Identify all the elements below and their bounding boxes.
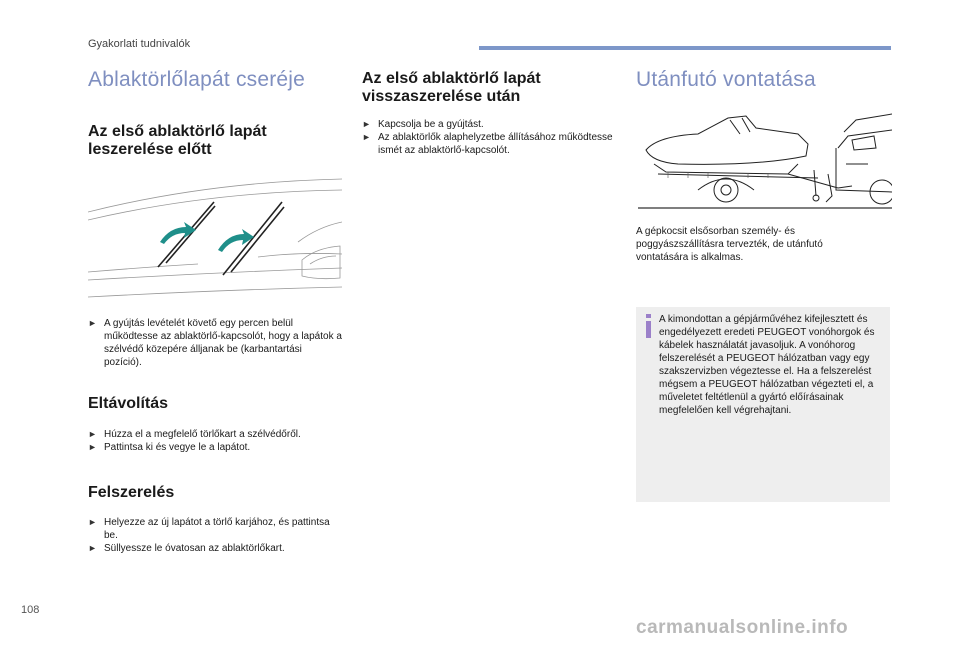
arrow-bullet-icon: ► xyxy=(362,132,371,142)
install-steps xyxy=(88,516,342,555)
arrow-bullet-icon: ► xyxy=(88,318,97,328)
towing-intro: A gépkocsit elsősorban személy- és poggyászszállításra tervezték, de utánfutó vontatására is alkalmas. xyxy=(636,226,823,263)
subtitle-after-install: Az első ablaktörlő lapát visszaszerelése után xyxy=(362,70,541,105)
before-steps xyxy=(88,317,342,369)
section-title-wiper: Ablaktörlőlapát cseréje xyxy=(88,68,306,91)
info-icon xyxy=(645,314,652,338)
step-text: Húzza el a megfelelő törlőkart a szélvédőről. xyxy=(104,429,301,440)
subtitle-before-removal: Az első ablaktörlő lapát leszerelése előtt xyxy=(88,123,267,158)
arrow-bullet-icon: ► xyxy=(88,543,97,553)
subtitle-install: Felszerelés xyxy=(88,484,175,501)
removal-steps xyxy=(88,428,342,454)
subtitle-removal: Eltávolítás xyxy=(88,395,169,412)
chapter-header: Gyakorlati tudnivalók xyxy=(88,38,191,50)
step-text: Az ablaktörlők alaphelyzetbe állításához működtesse ismét az ablaktörlő-kapcsolót. xyxy=(378,132,613,156)
bullet-item xyxy=(88,317,342,369)
section-title-towing: Utánfutó vontatása xyxy=(636,68,816,91)
bullet-item xyxy=(362,118,616,131)
arrow-bullet-icon: ► xyxy=(362,119,371,129)
arrow-bullet-icon: ► xyxy=(88,517,97,527)
page-number: 108 xyxy=(21,604,40,616)
bullet-item xyxy=(88,542,342,555)
step-text: Helyezze az új lapátot a törlő karjához, és pattintsa be. xyxy=(104,517,330,541)
step-text: Pattintsa ki és vegye le a lapátot. xyxy=(104,442,251,453)
info-text: A kimondottan a gépjárművéhez kifejlesztett és engedélyezett eredeti PEUGEOT vonóhorgok és kábelek használatát javasoljuk. A vonóhorog felszerelését a PEUGEOT hálózatban vagy egy szakszervizben végeztesse el. Ha a felszerelést mégsem a PEUGEOT hálózatban végezteti el, a műveletet feltétlenül a gyártó előírásainak megfelelően kell végrehajtani. xyxy=(659,314,875,416)
bullet-item xyxy=(362,131,616,157)
step-text: Süllyessze le óvatosan az ablaktörlőkart. xyxy=(104,543,285,554)
watermark: carmanualsonline.info xyxy=(636,617,849,638)
trailer-illustration xyxy=(638,108,892,212)
bullet-item xyxy=(88,428,342,441)
arrow-bullet-icon: ► xyxy=(88,429,97,439)
wiper-illustration xyxy=(88,172,342,305)
after-steps xyxy=(362,118,616,157)
arrow-bullet-icon: ► xyxy=(88,442,97,452)
bullet-item xyxy=(88,516,342,542)
bullet-item xyxy=(88,441,342,454)
step-text: Kapcsolja be a gyújtást. xyxy=(378,119,484,130)
step-text: A gyújtás levételét követő egy percen belül működtesse az ablaktörlő-kapcsolót, hogy a lapátok a szélvédő közepére álljanak be (karbantartási pozíció). xyxy=(104,318,342,368)
header-bar xyxy=(479,46,891,50)
